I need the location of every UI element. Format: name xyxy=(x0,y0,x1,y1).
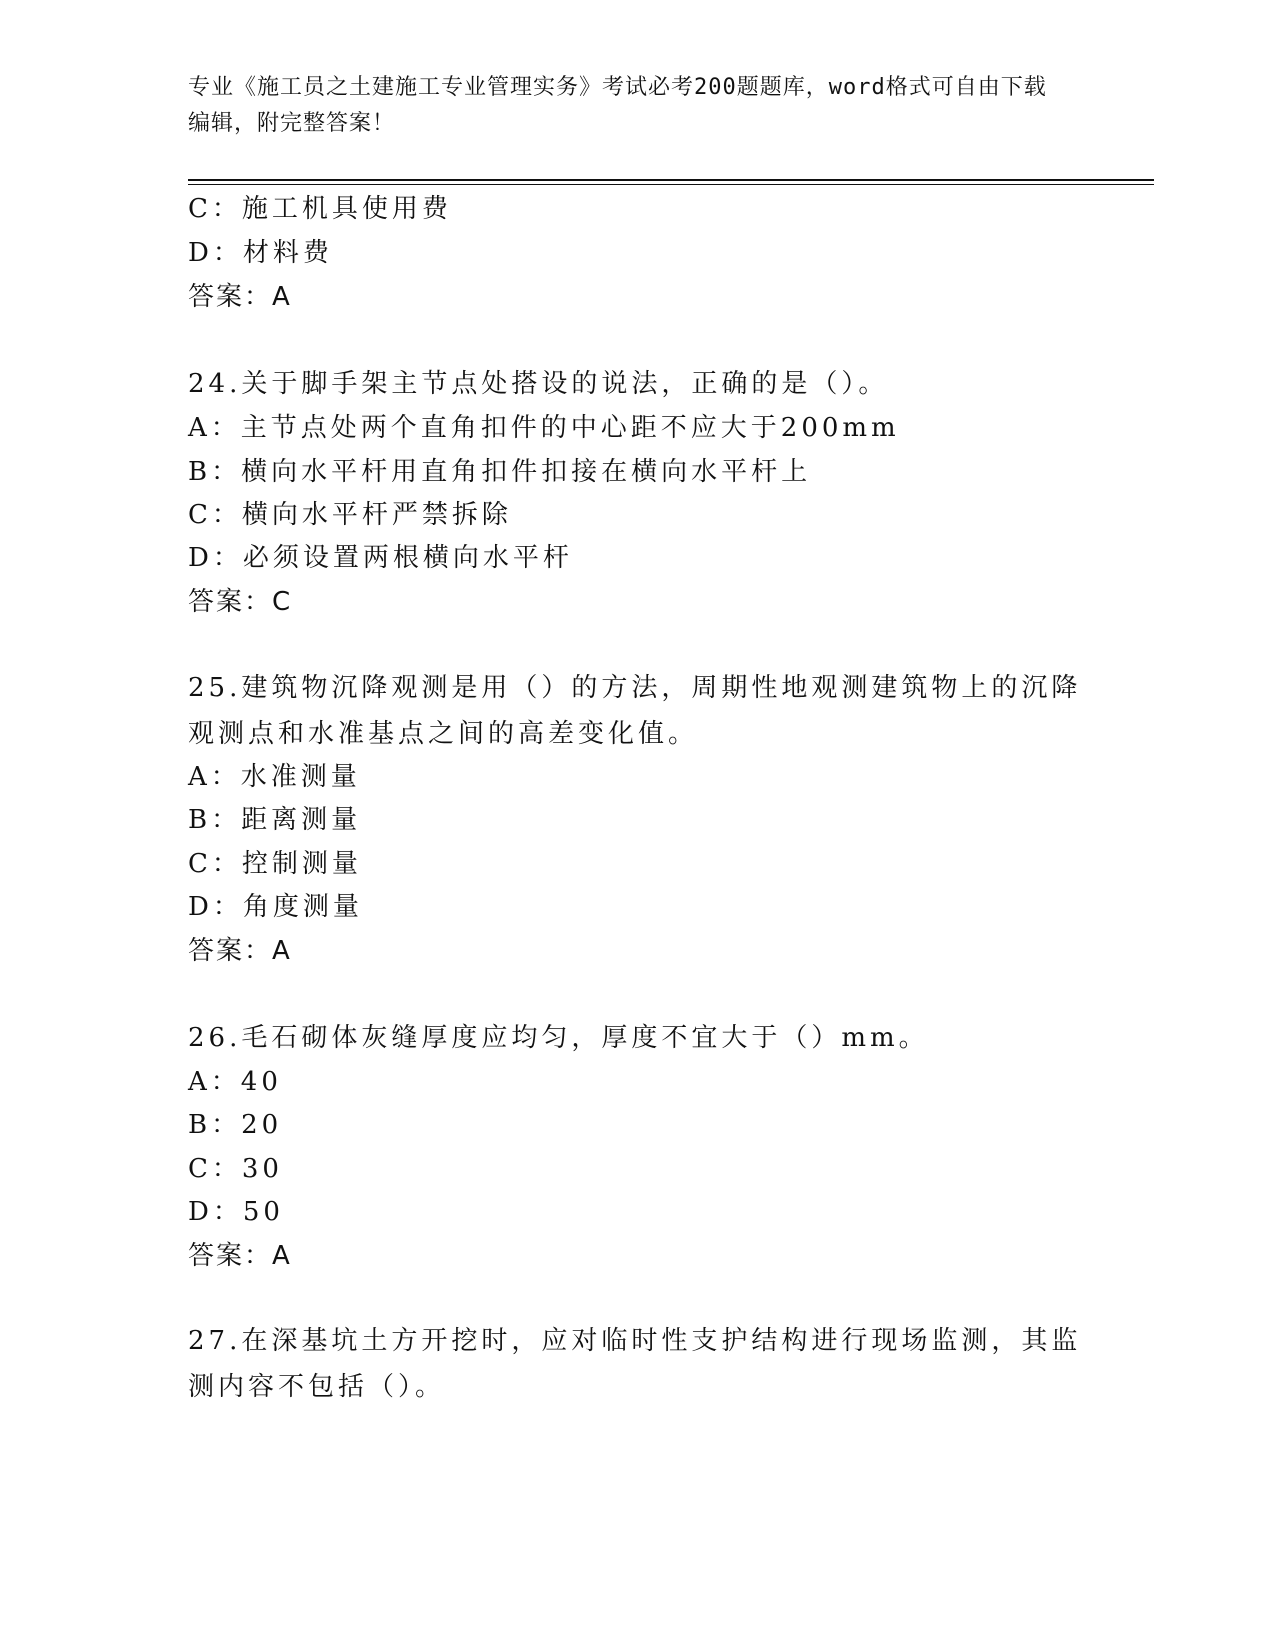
option-b: B：20 xyxy=(188,1110,283,1140)
answer-line: 答案：A xyxy=(188,1241,292,1271)
header-divider-thick xyxy=(188,179,1154,181)
option-a: A：主节点处两个直角扣件的中心距不应大于200mm xyxy=(188,413,900,443)
option-d: D：角度测量 xyxy=(188,892,363,922)
option-a: A：水准测量 xyxy=(188,762,361,792)
option-a: A：40 xyxy=(188,1067,282,1097)
document-header: 专业《施工员之土建施工专业管理实务》考试必考200题题库，word格式可自由下载编辑，附完整答案！ xyxy=(188,75,1047,136)
option-d: D：材料费 xyxy=(188,238,333,268)
question-stem: 25.建筑物沉降观测是用（）的方法，周期性地观测建筑物上的沉降观测点和水准基点之间的高差变化值。 xyxy=(188,673,1082,749)
answer-line: 答案：C xyxy=(188,587,293,617)
option-d: D：50 xyxy=(188,1197,284,1227)
option-b: B：横向水平杆用直角扣件扣接在横向水平杆上 xyxy=(188,457,812,487)
question-stem: 24.关于脚手架主节点处搭设的说法，正确的是（）。 xyxy=(188,369,889,399)
option-c: C：30 xyxy=(188,1154,283,1184)
option-b: B：距离测量 xyxy=(188,805,362,835)
question-stem: 27.在深基坑土方开挖时，应对临时性支护结构进行现场监测，其监测内容不包括（）。 xyxy=(188,1326,1082,1402)
question-stem: 26.毛石砌体灰缝厚度应均匀，厚度不宜大于（）mm。 xyxy=(188,1023,929,1053)
option-c: C：施工机具使用费 xyxy=(188,194,452,224)
option-c: C：横向水平杆严禁拆除 xyxy=(188,500,512,530)
option-d: D：必须设置两根横向水平杆 xyxy=(188,543,573,573)
answer-line: 答案：A xyxy=(188,282,292,312)
answer-line: 答案：A xyxy=(188,936,292,966)
header-divider-thin xyxy=(188,184,1154,185)
option-c: C：控制测量 xyxy=(188,849,362,879)
